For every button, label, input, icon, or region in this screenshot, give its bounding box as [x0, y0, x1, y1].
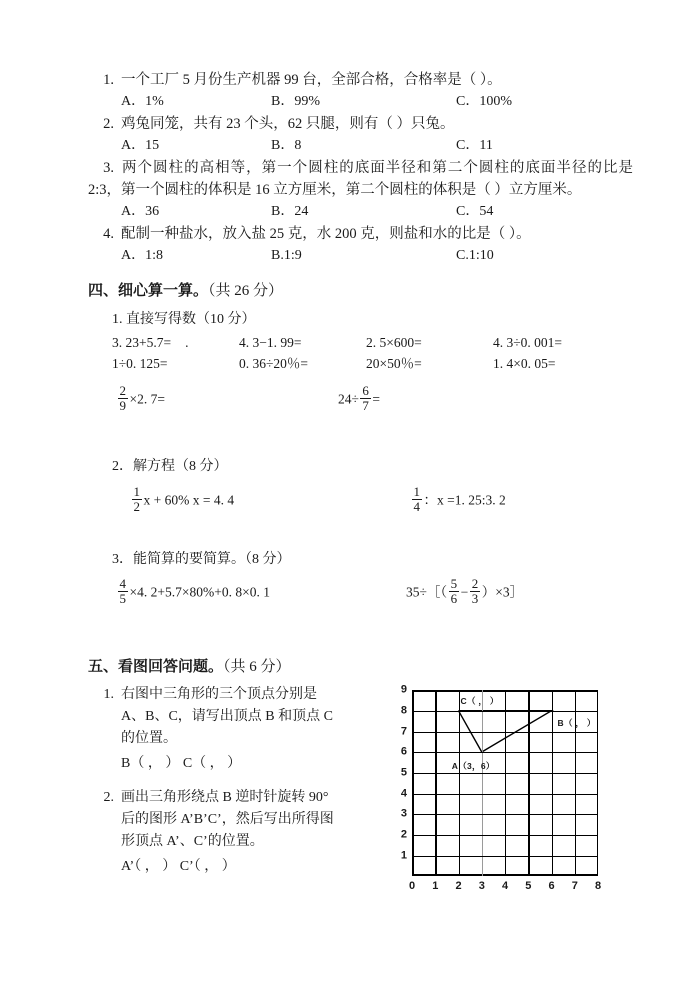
grid-line-vertical: [528, 690, 529, 876]
fraction-six-sevenths: [360, 384, 371, 413]
simplify-expr-2-tail: ）×3］: [481, 584, 524, 600]
x-axis-tick-label: 3: [478, 880, 485, 893]
fraction-numerator: 4: [119, 576, 126, 592]
mc-option-b[interactable]: B．99%: [271, 94, 320, 109]
mc-option-c[interactable]: C.1:10: [456, 248, 494, 263]
grid-line-vertical: [552, 690, 553, 876]
coordinate-plot: [400, 683, 602, 893]
simplify-expr-2[interactable]: [406, 577, 523, 606]
five-question-1: [88, 684, 388, 775]
fraction-two-ninths: [118, 384, 129, 413]
point-label-b: B（ ， ）: [557, 717, 596, 728]
equation-2-tail: ：x =1. 25:3. 2: [423, 492, 506, 508]
x-axis-tick-label: 2: [455, 880, 462, 893]
y-axis-tick-label: 2: [400, 828, 407, 841]
mc-question-1-options: [88, 92, 633, 112]
fraction-expr-2[interactable]: [338, 384, 618, 413]
mc-option-c[interactable]: C．100%: [456, 94, 512, 109]
x-axis-tick-label: 0: [408, 880, 416, 893]
mc-option-b[interactable]: B．8: [271, 138, 302, 153]
calc-row-1: [112, 332, 633, 353]
fraction-expr-2-lead: 24÷: [338, 391, 359, 407]
five-question-1-answer-blanks[interactable]: B（ ， ） C（ ， ）: [121, 756, 242, 772]
equation-2[interactable]: [410, 485, 506, 514]
calc-cell[interactable]: 2. 5×600=: [366, 335, 422, 350]
direct-calc-grid: [88, 332, 633, 374]
section-four-heading: [88, 280, 633, 302]
multiple-choice-block: [88, 70, 633, 266]
section-five-heading: [88, 656, 633, 678]
fraction-expr-1-tail: ×2. 7=: [129, 391, 165, 407]
equation-1[interactable]: [130, 485, 410, 514]
mc-question-2-options: [88, 136, 633, 156]
fraction-numerator: 1: [413, 484, 420, 500]
grid-line-horizontal: [412, 711, 598, 712]
section-five-title: 五、看图回答问题。: [88, 659, 224, 676]
five-question-2-line-1: [88, 787, 388, 809]
fraction-numerator: 2: [119, 383, 126, 398]
fraction-numerator: 6: [362, 383, 369, 398]
calc-row-2: [112, 353, 633, 374]
mc-question-4-text: [88, 224, 633, 245]
calc-cell[interactable]: 0. 36÷20％=: [239, 356, 309, 371]
five-question-2-number: 2.: [103, 790, 114, 806]
grid-line-horizontal: [412, 814, 598, 815]
y-axis-tick-label: 1: [400, 849, 407, 862]
y-axis-tick-label: 8: [400, 704, 407, 717]
fraction-numerator: 5: [450, 576, 458, 592]
five-question-2-text-1: 画出三角形绕点 B 逆时针旋转 90°: [121, 790, 329, 806]
simplify-expr-2-lead: 35÷［（: [406, 584, 448, 600]
mc-question-2-body: 鸡兔同笼，共有 23 个头，62 只腿，则有（ ）只兔。: [121, 116, 455, 132]
calc-cell[interactable]: 1. 4×0. 05=: [493, 356, 556, 371]
spacer: [88, 606, 633, 642]
calc-expr: 3. 23+5.7=: [112, 335, 172, 350]
section-five-points: （共 6 分）: [223, 659, 291, 676]
five-question-1-line-3: 的位置。: [121, 731, 177, 747]
grid-line-vertical: [505, 690, 506, 876]
five-question-1-line-1: [88, 684, 388, 706]
calc-cell[interactable]: 20×50％=: [366, 356, 422, 371]
mc-question-4-options: [88, 246, 633, 266]
mc-option-b[interactable]: B．24: [271, 204, 309, 219]
y-axis-tick-label: 3: [400, 807, 407, 820]
section-four-part2-title: 2．解方程（8 分）: [112, 459, 228, 475]
fraction-expr-2-tail: =: [372, 391, 381, 407]
x-axis-tick-label: 5: [525, 880, 532, 893]
five-question-1-line-2: A、B、C，请写出顶点 B 和顶点 C: [121, 709, 333, 725]
y-axis-tick-label: 5: [400, 766, 407, 779]
calc-cell[interactable]: 4. 3÷0. 001=: [493, 335, 563, 350]
section-five-text-column: [88, 684, 388, 878]
mc-question-4-body: 配制一种盐水，放入盐 25 克，水 200 克，则盐和水的比是（ ）。: [121, 226, 531, 242]
mc-question-1: [88, 70, 633, 112]
mc-question-3-number: 3.: [103, 160, 114, 176]
fraction-denominator: 6: [450, 591, 458, 607]
y-axis-tick-label: 9: [400, 683, 407, 696]
x-axis-tick-label: 4: [501, 880, 509, 893]
x-axis-tick-label: 6: [548, 880, 555, 893]
mc-option-a[interactable]: A．1%: [121, 94, 164, 109]
mc-question-3-body: 两个圆柱的高相等，第一个圆柱的底面半径和第二个圆柱的底面半径的比是 2:3，第一个圆柱的体积是 16 立方厘米，第二个圆柱的体积是（ ）立方厘米。: [88, 160, 633, 198]
mc-question-1-number: 1.: [103, 72, 114, 88]
fraction-expr-1[interactable]: [116, 384, 338, 413]
spacer: [88, 514, 633, 542]
grid-line-vertical: [482, 690, 483, 876]
mc-option-c[interactable]: C．54: [456, 204, 494, 219]
calc-cell[interactable]: 4. 3−1. 99=: [239, 335, 302, 350]
fraction-denominator: 7: [362, 398, 369, 414]
y-axis-tick-label: 6: [400, 745, 407, 758]
mc-question-2-number: 2.: [103, 116, 114, 132]
mc-option-a[interactable]: A．1:8: [121, 248, 163, 263]
fraction-denominator: 2: [133, 499, 140, 515]
calc-cell[interactable]: [112, 332, 239, 353]
mc-question-4-number: 4.: [103, 226, 114, 242]
mc-question-3: [88, 158, 633, 222]
mc-question-1-body: 一个工厂 5 月份生产机器 99 台，全部合格，合格率是（ ）。: [121, 72, 502, 88]
equation-row: [88, 485, 633, 514]
x-axis-tick-label: 1: [432, 880, 439, 893]
calc-cell[interactable]: 1÷0. 125=: [112, 356, 168, 371]
fraction-two-thirds: [470, 577, 481, 606]
five-question-1-text-1: 右图中三角形的三个顶点分别是: [121, 687, 317, 703]
fraction-four-fifths: [118, 577, 129, 606]
grid-line-horizontal: [412, 835, 598, 836]
mc-question-2-text: [88, 114, 633, 135]
point-label-a: A（3，6）: [451, 761, 495, 772]
equation-1-tail: x + 60% x = 4. 4: [143, 492, 235, 508]
fraction-one-quarter: [412, 485, 423, 514]
mc-question-3-options: [88, 202, 633, 222]
minus-operator: −: [460, 584, 469, 600]
grid-line-horizontal: [412, 752, 598, 753]
simplify-expr-1-tail: ×4. 2+5.7×80%+0. 8×0. 1: [129, 584, 270, 600]
five-question-1-number: 1.: [103, 687, 114, 703]
mc-question-1-text: [88, 70, 633, 91]
mc-option-b[interactable]: B.1:9: [271, 248, 302, 263]
fraction-denominator: 9: [119, 398, 126, 414]
five-question-2: [88, 787, 388, 878]
spacer: [88, 413, 633, 449]
fraction-five-sixths: [449, 577, 460, 606]
coordinate-grid-figure: [390, 682, 622, 914]
fraction-denominator: 4: [413, 499, 420, 515]
fraction-numerator: 2: [471, 576, 479, 592]
grid-line-horizontal: [412, 794, 598, 795]
fraction-denominator: 3: [471, 591, 479, 607]
worksheet-content: [88, 68, 633, 893]
y-axis-tick-label: 7: [400, 725, 407, 738]
grid-line-horizontal: [412, 773, 598, 774]
fraction-denominator: 5: [119, 591, 126, 607]
five-question-2-answer-blanks[interactable]: A’（ ， ） C’（ ， ）: [121, 859, 236, 875]
fraction-expr-row: [88, 384, 633, 413]
section-four-points: （共 26 分）: [208, 283, 284, 299]
section-four-part1-title: 1. 直接写得数（10 分）: [112, 312, 256, 327]
simplify-row: [88, 577, 633, 606]
grid-line-horizontal: [412, 732, 598, 733]
mc-option-c[interactable]: C．11: [456, 138, 493, 153]
grid-line-vertical: [435, 690, 436, 876]
mc-option-a[interactable]: A．15: [121, 138, 160, 153]
mc-question-4: [88, 224, 633, 266]
fraction-one-half: [132, 485, 143, 514]
grid-line-horizontal: [412, 856, 598, 857]
five-question-2-line-3: 形顶点 A’、C’的位置。: [121, 834, 264, 850]
y-axis-tick-label: 4: [400, 787, 407, 800]
x-axis-tick-label: 8: [594, 880, 602, 893]
section-four-title: 四、细心算一算。: [88, 283, 209, 299]
simplify-expr-1[interactable]: [116, 577, 406, 606]
mc-question-3-text: [88, 158, 633, 201]
section-four-part3-title: 3．能简算的要简算。（8 分）: [112, 552, 291, 568]
x-axis-tick-label: 7: [571, 880, 578, 893]
five-question-2-line-2: 后的图形 A’B’C’，然后写出所得图: [121, 812, 334, 828]
fraction-numerator: 1: [133, 484, 140, 500]
point-label-c: C（ ， ）: [460, 695, 499, 706]
stray-dot-mark: .: [185, 335, 189, 350]
section-five-body: [88, 683, 633, 893]
mc-option-a[interactable]: A．36: [121, 204, 160, 219]
mc-question-2: [88, 114, 633, 156]
grid-line-vertical: [459, 690, 460, 876]
